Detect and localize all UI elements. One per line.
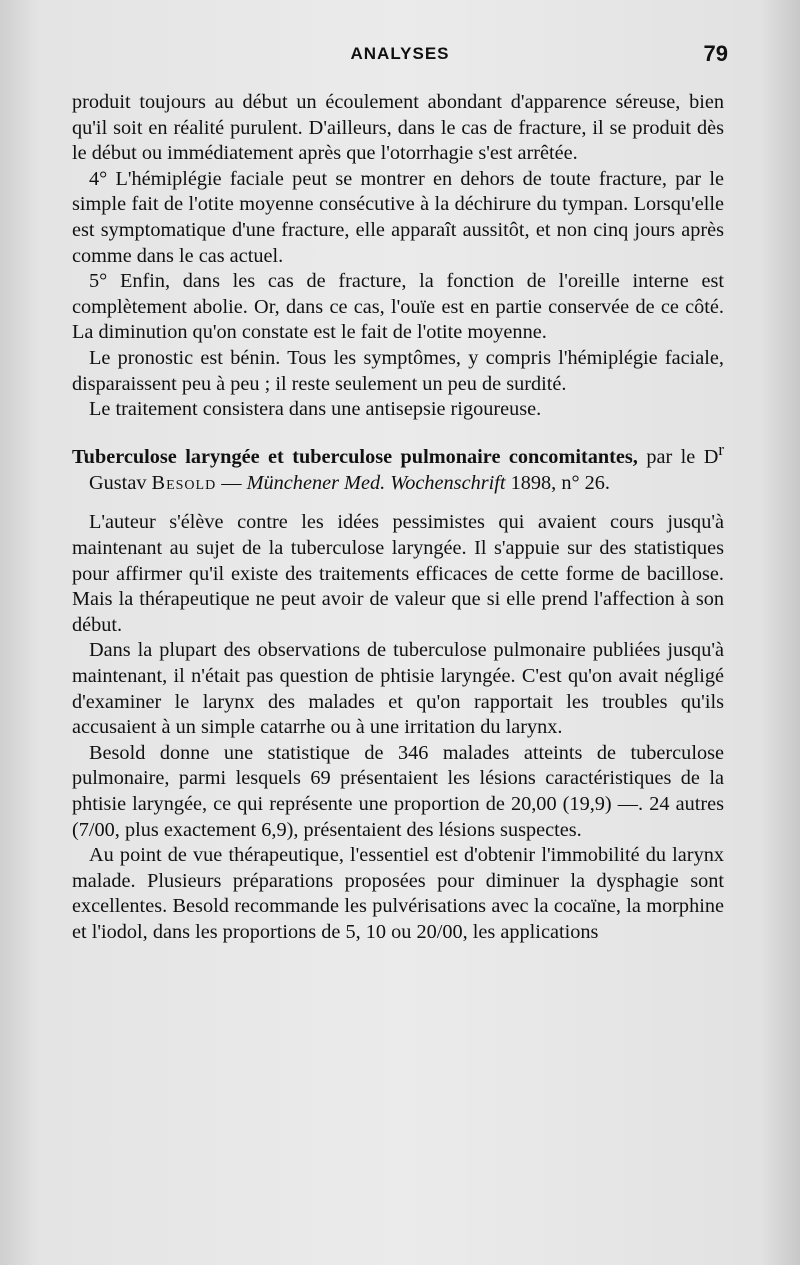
- paragraph: produit toujours au début un écoulement abondant d'apparence séreuse, bien qu'il soit en réalité purulent. D'ailleurs, dans le cas de fracture, il se produit dès le début ou immédiatement après que l'otorrhagie s'est arrêtée.: [72, 91, 724, 165]
- article-byline: par le D: [646, 445, 719, 468]
- paragraph: Au point de vue thérapeutique, l'essentiel est d'obtenir l'immobilité du larynx malade. Plusieurs préparations proposées pour diminuer la dysphagie sont excellentes. Besold recommande les pulvérisations avec la cocaïne, la morphine et l'iodol, dans les proportions de 5, 10 ou 20/00, les applications: [72, 844, 724, 943]
- section-gap: [72, 423, 724, 436]
- author-first-name: Gustav: [89, 472, 147, 495]
- article-title: Tuberculose laryngée et tuberculose pulmonaire concomitantes,: [72, 445, 638, 468]
- paragraph: Le pronostic est bénin. Tous les symptômes, y compris l'hémiplégie faciale, disparaissent peu à peu ; il reste seulement un peu de surdité.: [72, 346, 724, 395]
- paragraph: Le traitement consistera dans une antisepsie rigoureuse.: [89, 398, 542, 421]
- page-number: 79: [703, 41, 728, 66]
- article-heading: [72, 436, 724, 498]
- citation: 1898, n° 26.: [510, 472, 610, 495]
- page-body: [72, 90, 724, 946]
- paragraph: L'auteur s'élève contre les idées pessimistes qui avaient cours jusqu'à maintenant au sujet de la tuberculose laryngée. Il s'appuie sur des statistiques pour affirmer qu'il existe des traitements efficaces de cette forme de bacillose. Mais la thérapeutique ne peut avoir de valeur que si elle prend l'affection à son début.: [72, 511, 724, 636]
- section-gap: [72, 497, 724, 510]
- paragraph: 5° Enfin, dans les cas de fracture, la fonction de l'oreille interne est complètement abolie. Or, dans ce cas, l'ouïe est en partie conservée de ce côté. La diminution qu'on constate est le fait de l'otite moyenne.: [72, 270, 724, 344]
- paragraph: 4° L'hémiplégie faciale peut se montrer en dehors de toute fracture, par le simple fait de l'otite moyenne consécutive à la déchirure du tympan. Lorsqu'elle est symptomatique d'une fracture, elle apparaît aussitôt, et non cinq jours après comme dans le cas actuel.: [72, 167, 724, 267]
- article-byline-sup: r: [718, 439, 724, 459]
- running-title: ANALYSES: [350, 44, 450, 63]
- byline-dash: —: [221, 472, 242, 495]
- page-header: [72, 41, 728, 74]
- paragraph: Besold donne une statistique de 346 malades atteints de tuberculose pulmonaire, parmi lesquels 69 présentaient les lésions caractéristiques de la phtisie laryngée, ce qui représente une proportion de 20,00 (19,9) —. 24 autres (7/00, plus exactement 6,9), présentaient des lésions suspectes.: [72, 741, 724, 841]
- journal-name: Münchener Med. Wochenschrift: [246, 472, 506, 495]
- paragraph: Dans la plupart des observations de tuberculose pulmonaire publiées jusqu'à maintenant, il n'était pas question de phtisie laryngée. C'est qu'on avait négligé d'examiner le larynx des malades et qu'on rapportait les troubles qu'ils accusaient à un simple catarrhe ou à une irritation du larynx.: [72, 639, 724, 739]
- author-last-name: Besold: [151, 472, 217, 495]
